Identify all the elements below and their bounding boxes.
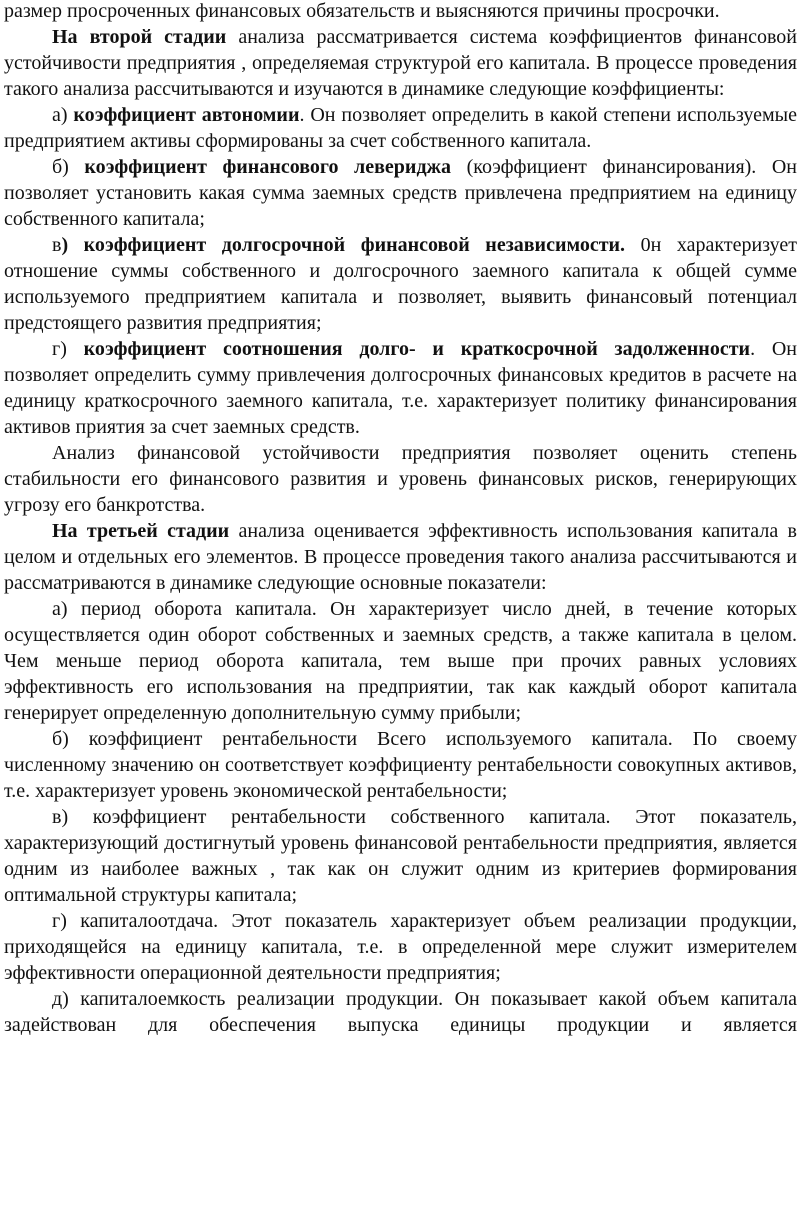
- paragraph: [4, 24, 797, 102]
- text-run: б): [52, 156, 85, 178]
- text-run: анализа оценивается эффективность использования капитала в целом и отдельных его элементов. В процессе проведения такого анализа рассчитываются и рассматриваются в динамике следующие основные показатели:: [4, 520, 797, 594]
- document-page: [4, 0, 797, 1038]
- text-run: . Он позволяет определить сумму привлечения долгосрочных финансовых кредитов в расчете на единицу краткосрочного заемного капитала, т.е. характеризует политику финансирования активов приятия за счет заемных средств.: [4, 338, 797, 438]
- text-run: а): [52, 104, 74, 126]
- paragraph: [4, 596, 797, 726]
- text-run: 0н характеризует отношение суммы собственного и долгосрочного заемного капитала к общей сумме используемого предприятием капитала и позволяет, выявить финансовый потенциал предстоящего развития предприятия;: [4, 234, 797, 334]
- paragraph: [4, 336, 797, 440]
- paragraph: [4, 102, 797, 154]
- paragraph: [4, 440, 797, 518]
- text-run: анализа рассматривается система коэффициентов финансовой устойчивости предприятия , определяемая структурой его капитала. В процессе проведения такого анализа рассчитываются и изучаются в динамике следующие коэффициенты:: [4, 26, 797, 100]
- paragraph: [4, 232, 797, 336]
- bold-text: ) коэффициент долгосрочной финансовой независимости.: [61, 234, 626, 256]
- text-run: Анализ финансовой устойчивости предприятия позволяет оценить степень стабильности его финансового развития и уровень финансовых рисков, генерирующих угрозу его банкротства.: [4, 442, 797, 516]
- bold-text: На второй стадии: [52, 26, 227, 48]
- paragraph: [4, 986, 797, 1038]
- text-run: б) коэффициент рентабельности Всего используемого капитала. По своему численному значению он соответствует коэффициенту рентабельности совокупных активов, т.е. характеризует уровень экономической рентабельности;: [4, 728, 797, 802]
- paragraph: [4, 154, 797, 232]
- paragraph: [4, 908, 797, 986]
- paragraph: [4, 804, 797, 908]
- text-run: г): [52, 338, 84, 360]
- text-run: размер просроченных финансовых обязательств и выясняются причины просрочки.: [4, 0, 720, 22]
- text-run: а) период оборота капитала. Он характеризует число дней, в течение которых осуществляется один оборот собственных и заемных средств, а также капитала в целом. Чем меньше период оборота капитала, тем выше при прочих равных условиях эффективность его использования на предприятии, так как каждый оборот капитала генерирует определенную дополнительную сумму прибыли;: [4, 598, 797, 724]
- paragraph: [4, 518, 797, 596]
- document-body: [4, 0, 797, 1038]
- text-run: в) коэффициент рентабельности собственного капитала. Этот показатель, характеризующий достигнутый уровень финансовой рентабельности предприятия, является одним из наиболее важных , так как он служит одним из критериев формирования оптимальной структуры капитала;: [4, 806, 797, 906]
- bold-text: На третьей стадии: [52, 520, 230, 542]
- bold-text: коэффициент соотношения долго- и краткосрочной задолженности: [83, 338, 751, 360]
- bold-text: коэффициент финансового левериджа: [84, 156, 452, 178]
- text-run: (коэффициент финансирования). Он позволяет установить какая сумма заемных средств привлечена предприятием на единицу собственного капитала;: [4, 156, 797, 230]
- text-run: д) капиталоемкость реализации продукции. Он показывает какой объем капитала задействован для обеспечения выпуска единицы продукции и является: [4, 988, 797, 1036]
- paragraph: [4, 726, 797, 804]
- text-run: в: [52, 234, 62, 256]
- text-run: . Он позволяет определить в какой степени используемые предприятием активы сформированы за счет собственного капитала.: [4, 104, 797, 152]
- text-run: г) капиталоотдача. Этот показатель характеризует объем реализации продукции, приходящейся на единицу капитала, т.е. в определенной мере служит измерителем эффективности операционной деятельности предприятия;: [4, 910, 797, 984]
- paragraph: [4, 0, 797, 24]
- bold-text: коэффициент автономии: [73, 104, 300, 126]
